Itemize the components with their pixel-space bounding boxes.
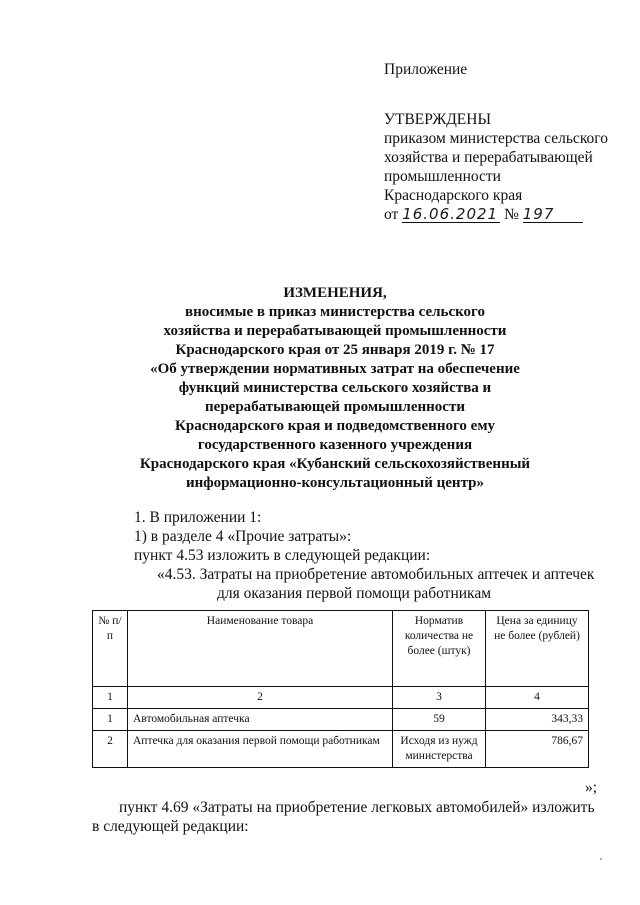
row-name: Автомобильная аптечка <box>128 709 393 731</box>
paragraph-6: пункт 4.69 «Затраты на приобретение легковых автомобилей» изложить <box>119 799 595 816</box>
number-cell: 3 <box>393 687 486 709</box>
title-line: перерабатывающей промышленности <box>205 399 465 415</box>
row-number: 1 <box>93 709 128 731</box>
header-cell: Норматив количества не более (штук) <box>393 611 486 687</box>
number-cell: 2 <box>128 687 393 709</box>
approval-block <box>384 110 608 224</box>
date-number-line <box>384 205 608 224</box>
title-line: вносимые в приказ министерства сельского <box>185 304 485 320</box>
header-cell: Наименование товара <box>128 611 393 687</box>
number-cell: 4 <box>486 687 589 709</box>
row-name: Аптечка для оказания первой помощи работникам <box>128 731 393 768</box>
paragraph-2: 1) в разделе 4 «Прочие затраты»: <box>134 528 352 545</box>
handwritten-number: 197 <box>523 206 583 223</box>
table-header-row <box>93 611 589 687</box>
handwritten-date: 16.06.2021 <box>402 206 500 223</box>
number-prefix: № <box>504 206 519 223</box>
header-cell: Цена за единицу не более (рублей) <box>486 611 589 687</box>
goods-table <box>92 610 589 768</box>
paragraph-1: 1. В приложении 1: <box>134 509 262 526</box>
approval-line: Краснодарского края <box>384 187 523 204</box>
title-line: государственного казенного учреждения <box>197 437 473 453</box>
number-cell: 1 <box>93 687 128 709</box>
header-cell: № п/п <box>93 611 128 687</box>
title-line: Краснодарского края «Кубанский сельскохозяйственный <box>139 456 531 472</box>
title-line: ИЗМЕНЕНИЯ, <box>283 285 387 301</box>
numbering-row <box>93 687 589 709</box>
row-quantity: 59 <box>393 709 486 731</box>
paragraph-4: «4.53. Затраты на приобретение автомобильных аптечек и аптечек <box>157 566 595 583</box>
row-price: 343,33 <box>486 709 589 731</box>
title-line: функций министерства сельского хозяйства и <box>178 380 492 396</box>
title-line: «Об утверждении нормативных затрат на обеспечение <box>150 361 520 377</box>
approval-line: приказом министерства сельского <box>384 130 609 147</box>
document-title <box>120 284 550 493</box>
date-prefix: от <box>384 206 399 223</box>
title-line: информационно-консультационный центр» <box>186 475 484 491</box>
row-number: 2 <box>93 731 128 768</box>
closing-quote: »; <box>585 779 598 796</box>
appendix-block <box>384 60 467 79</box>
scan-speck <box>600 858 602 860</box>
paragraph-3: пункт 4.53 изложить в следующей редакции: <box>134 547 431 564</box>
appendix-label: Приложение <box>384 61 468 78</box>
approved-heading: УТВЕРЖДЕНЫ <box>384 111 491 128</box>
title-line: Краснодарского края от 25 января 2019 г. № 17 <box>175 342 495 358</box>
table-row <box>93 731 589 768</box>
approval-line: промышленности <box>384 168 501 185</box>
approval-line: хозяйства и перерабатывающей <box>384 149 593 166</box>
paragraph-5: для оказания первой помощи работникам <box>217 585 492 602</box>
title-line: хозяйства и перерабатывающей промышленности <box>163 323 507 339</box>
title-line: Краснодарского края и подведомственного ему <box>174 418 496 434</box>
table-row <box>93 709 589 731</box>
row-quantity: Исходя из нужд министерства <box>393 731 486 768</box>
paragraph-7: в следующей редакции: <box>92 818 249 835</box>
row-price: 786,67 <box>486 731 589 768</box>
